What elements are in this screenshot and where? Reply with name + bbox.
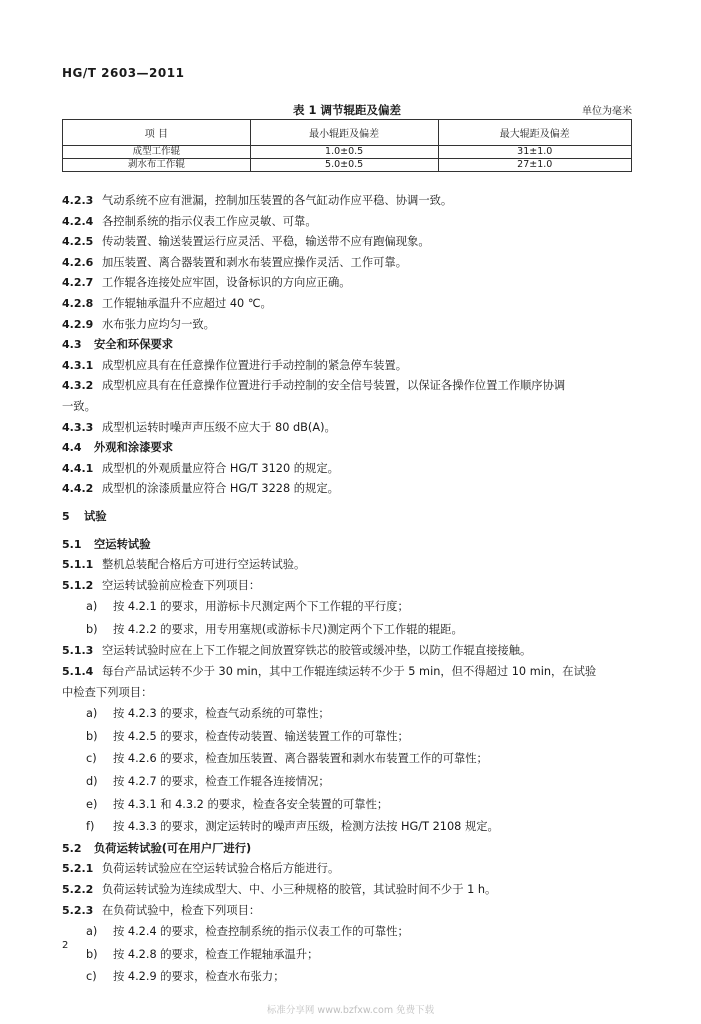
table-cell: 31±1.0: [438, 146, 631, 159]
list-item: b) 按 4.2.5 的要求，检查传动装置、输送装置工作的可靠性；: [86, 729, 409, 743]
table-unit: 单位为毫米: [582, 106, 632, 117]
list-item: c) 按 4.2.9 的要求，检查水布张力；: [86, 970, 285, 984]
clause-5-1-3: 5.1.3 空运转试验时应在上下工作辊之间放置穿铁芯的胶管或缓冲垫，以防工作辊直接接触。: [62, 644, 532, 658]
clause-5-2-1: 5.2.1 负荷运转试验应在空运转试验合格后方能进行。: [62, 862, 340, 876]
table-cell: 成型工作辊: [63, 146, 251, 159]
clause-4-2-7: 4.2.7 工作辊各连接处应牢固，设备标识的方向应正确。: [62, 276, 351, 290]
document-body: [62, 191, 636, 989]
clause-5-2-2: 5.2.2 负荷运转试验为连续成型大、中、小三种规格的胶管，其试验时间不少于 1 h。: [62, 883, 497, 896]
table-row: [63, 159, 632, 172]
clause-4-2-8: 4.2.8 工作辊轴承温升不应超过 40 ℃。: [62, 296, 272, 310]
table-row: [63, 146, 632, 159]
clause-4-2-3: 4.2.3 气动系统不应有泄漏，控制加压装置的各气缸动作应平稳、协调一致。: [62, 194, 453, 207]
list-item: e) 按 4.3.1 和 4.3.2 的要求，检查各安全装置的可靠性；: [86, 797, 389, 811]
clause-5-1-4: 5.1.4 每台产品试运转不少于 30 min，其中工作辊连续运转不少于 5 min，但不得超过 10 min，在试验: [62, 665, 597, 679]
table-cell: 剥水布工作辊: [63, 159, 251, 172]
section-5-2-heading: 5.2 负荷运转试验(可在用户厂进行): [62, 841, 252, 855]
clause-5-2-3: 5.2.3 在负荷试验中，检查下列项目：: [62, 903, 261, 917]
table-header-row: [63, 120, 632, 146]
table-cell: 5.0±0.5: [250, 159, 438, 172]
clause-4-2-9: 4.2.9 水布张力应均匀一致。: [62, 317, 215, 331]
section-4-3-heading: 4.3 安全和环保要求: [62, 338, 174, 352]
clause-4-2-4: 4.2.4 各控制系统的指示仪表工作应灵敏、可靠。: [62, 214, 317, 228]
clause-5-1-1: 5.1.1 整机总装配合格后方可进行空运转试验。: [62, 558, 306, 572]
table-cell: 1.0±0.5: [250, 146, 438, 159]
list-item: b) 按 4.2.8 的要求，检查工作辊轴承温升；: [86, 947, 319, 961]
column-header: 项 目: [63, 120, 251, 146]
clause-4-3-2-continued: 一致。: [62, 399, 96, 413]
page-number: 2: [62, 940, 69, 951]
table-cell: 27±1.0: [438, 159, 631, 172]
list-item: a) 按 4.2.3 的要求，检查气动系统的可靠性；: [86, 707, 330, 721]
section-4-4-heading: 4.4 外观和涂漆要求: [62, 441, 174, 455]
clause-4-4-2: 4.4.2 成型机的涂漆质量应符合 HG/T 3228 的规定。: [62, 482, 339, 496]
section-5-1-heading: 5.1 空运转试验: [62, 537, 151, 551]
clause-4-3-2: 4.3.2 成型机应具有在任意操作位置进行手动控制的安全信号装置，以保证各操作位置工作顺序协调: [62, 379, 566, 393]
table-caption: [62, 102, 632, 120]
roll-gap-table: [62, 119, 632, 172]
clause-4-2-6: 4.2.6 加压装置、离合器装置和剥水布装置应操作灵活、工作可靠。: [62, 255, 408, 269]
column-header: 最小辊距及偏差: [250, 120, 438, 146]
column-header: 最大辊距及偏差: [438, 120, 631, 146]
list-item: c) 按 4.2.6 的要求，检查加压装置、离合器装置和剥水布装置工作的可靠性；: [86, 752, 488, 766]
clause-4-4-1: 4.4.1 成型机的外观质量应符合 HG/T 3120 的规定。: [62, 461, 339, 475]
clause-5-1-4-continued: 中检查下列项目：: [62, 685, 153, 699]
list-item: d) 按 4.2.7 的要求，检查工作辊各连接情况；: [86, 775, 330, 789]
clause-4-3-1: 4.3.1 成型机应具有在任意操作位置进行手动控制的紧急停车装置。: [62, 358, 408, 372]
clause-5-1-2: 5.1.2 空运转试验前应检查下列项目：: [62, 578, 261, 592]
standard-code: HG/T 2603—2011: [62, 66, 185, 80]
list-item: b) 按 4.2.2 的要求，用专用塞规(或游标卡尺)测定两个下工作辊的辊距。: [86, 622, 463, 636]
list-item: f) 按 4.3.3 的要求，测定运转时的噪声声压级，检测方法按 HG/T 2108 规定。: [86, 820, 499, 834]
clause-4-3-3: 4.3.3 成型机运转时噪声声压级不应大于 80 dB(A)。: [62, 420, 336, 434]
clause-4-2-5: 4.2.5 传动装置、输送装置运行应灵活、平稳，输送带不应有跑偏现象。: [62, 235, 430, 249]
list-item: a) 按 4.2.4 的要求，检查控制系统的指示仪表工作的可靠性；: [86, 925, 409, 939]
chapter-5-heading: 5 试验: [62, 509, 107, 523]
list-item: a) 按 4.2.1 的要求，用游标卡尺测定两个下工作辊的平行度；: [86, 600, 409, 614]
table-title: 表 1 调节辊距及偏差: [292, 103, 401, 117]
watermark-text: 标准分享网 www.bzfxw.com 免费下载: [266, 1005, 435, 1016]
